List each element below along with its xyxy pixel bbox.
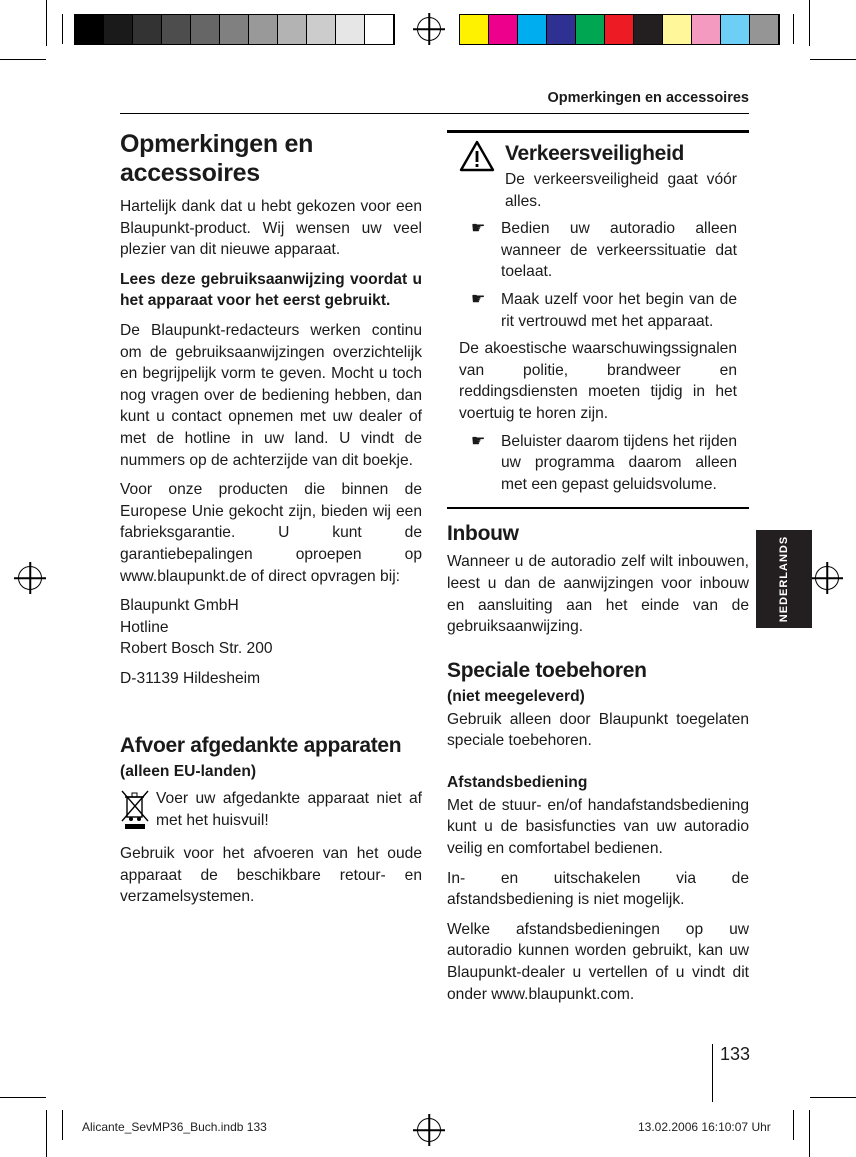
- color-swatch: [692, 15, 721, 44]
- color-swatch: [162, 15, 191, 44]
- color-swatch: [721, 15, 750, 44]
- editors-text: De Blaupunkt-redacteurs werken continu om de gebruiksaanwijzingen overzichtelijk en begrijpelijk vorm te geven. Mocht u toch nog vragen over de bediening hebben, dan kunt u contact opnemen met uw dealer of met de hotline in uw land. U vindt de nummers op de achterzijde van dit boekje.: [120, 321, 422, 469]
- page-number-rule: [712, 1044, 713, 1102]
- gray-colorbar: [74, 14, 395, 45]
- install-text: Wanneer u de autoradio zelf wilt inbouwen, leest u dan de aanwijzingen voor inbouw en aansluiting aan het einde van de gebruiksaanwijzing.: [447, 553, 749, 636]
- color-swatch: [547, 15, 576, 44]
- crop-mark: [0, 59, 46, 60]
- registration-mark-icon: [815, 566, 839, 590]
- crop-mark: [62, 1110, 63, 1140]
- address-line: Hotline: [120, 618, 169, 636]
- remote-heading: Afstandsbediening: [447, 773, 588, 791]
- bullet-text: Maak uzelf voor het begin van de rit vertrouwd met het apparaat.: [501, 290, 737, 330]
- crop-mark: [809, 0, 810, 46]
- bullet-item: [459, 218, 737, 283]
- crossed-bin-icon: [120, 788, 156, 837]
- remote-text: Met de stuur- en/of handafstandsbediening kunt u de basisfuncties van uw autoradio veilig en comfortabel bedienen.: [447, 796, 749, 858]
- safety-intro: De verkeersveiligheid gaat vóór alles.: [505, 171, 737, 210]
- page-number: 133: [720, 1044, 751, 1064]
- accessories-heading: Speciale toebehoren: [447, 658, 647, 682]
- color-swatch: [634, 15, 663, 44]
- crop-mark: [810, 1097, 856, 1098]
- bullet-item: [459, 431, 737, 496]
- color-swatch: [249, 15, 278, 44]
- install-heading: Inbouw: [447, 522, 519, 546]
- color-swatch: [489, 15, 518, 44]
- address-block: [120, 595, 422, 660]
- left-column: [120, 114, 422, 916]
- crop-mark: [46, 0, 47, 46]
- crop-mark: [62, 14, 63, 44]
- pointing-hand-icon: ☛: [471, 432, 486, 450]
- color-swatch: [518, 15, 547, 44]
- pointing-hand-icon: ☛: [471, 290, 486, 308]
- bullet-text: Beluister daarom tijdens het rijden uw programma daarom alleen met een gepast geluidsvolume.: [501, 432, 737, 493]
- color-swatch: [336, 15, 365, 44]
- read-first-text: Lees deze gebruiksaanwijzing voordat u het apparaat voor het eerst gebruikt.: [120, 270, 422, 310]
- registration-mark-icon: [417, 1118, 441, 1142]
- disposal-text: Gebruik voor het afvoeren van het oude apparaat de beschikbare retour- en verzamelsystemen.: [120, 845, 422, 906]
- warranty-text: Voor onze producten die binnen de Europese Unie gekocht zijn, bieden wij een fabrieksgarantie. U kunt de garantiebepalingen oproepen op www.blaupunkt.de of direct opvragen bij:: [120, 481, 422, 585]
- bullet-item: [459, 289, 737, 332]
- intro-text: Hartelijk dank dat u hebt gekozen voor een Blaupunkt-product. Wij wensen uw veel plezier van dit nieuwe apparaat.: [120, 198, 422, 259]
- color-swatch: [605, 15, 634, 44]
- pointing-hand-icon: ☛: [471, 220, 486, 238]
- registration-mark-icon: [417, 17, 441, 41]
- crop-mark: [793, 1110, 794, 1140]
- color-swatch: [576, 15, 605, 44]
- safety-heading: Verkeersveiligheid: [505, 142, 685, 165]
- crop-mark: [810, 59, 856, 60]
- color-swatch: [278, 15, 307, 44]
- crop-mark: [46, 1110, 47, 1157]
- language-tab-label: NEDERLANDS: [778, 535, 790, 623]
- registration-mark-icon: [18, 566, 42, 590]
- accessories-text: Gebruik alleen door Blaupunkt toegelaten speciale toebehoren.: [447, 710, 749, 750]
- color-swatch: [133, 15, 162, 44]
- safety-box: [447, 130, 749, 509]
- remote-which-text: Welke afstandsbedieningen op uw autoradio kunnen worden gebruikt, kan uw Blaupunkt-dealer u vertellen of u vindt dit onder www.blaupunkt.com.: [447, 920, 749, 1003]
- address-city: D-31139 Hildesheim: [120, 669, 261, 687]
- crop-mark: [809, 1110, 810, 1157]
- color-swatch: [191, 15, 220, 44]
- disposal-note-text: Voer uw afgedankte apparaat niet af met het huisvuil!: [156, 790, 422, 830]
- page-title: Opmerkingen en accessoires: [120, 130, 314, 187]
- language-tab: [756, 530, 812, 628]
- color-swatch: [220, 15, 249, 44]
- signals-text: De akoestische waarschuwingssignalen van politie, brandweer en reddingsdiensten moeten tijdig in het voertuig te horen zijn.: [459, 340, 737, 422]
- disposal-heading: Afvoer afgedankte apparaten: [120, 734, 402, 758]
- accessories-subheading: (niet meegeleverd): [447, 687, 585, 705]
- color-swatch: [750, 15, 779, 44]
- disposal-subheading: (alleen EU-landen): [120, 763, 257, 781]
- color-swatch: [460, 15, 489, 44]
- bullet-text: Bedien uw autoradio alleen wanneer de verkeerssituatie dat toelaat.: [501, 220, 737, 281]
- color-swatch: [663, 15, 692, 44]
- footer-timestamp: 13.02.2006 16:10:07 Uhr: [638, 1120, 771, 1134]
- remote-onoff-text: In- en uitschakelen via de afstandsbediening is niet mogelijk.: [447, 869, 749, 909]
- crop-mark: [793, 14, 794, 44]
- color-swatch: [365, 15, 394, 44]
- right-column: [447, 130, 749, 1013]
- running-header: Opmerkingen en accessoires: [547, 90, 749, 106]
- address-line: Robert Bosch Str. 200: [120, 640, 273, 658]
- color-swatch: [307, 15, 336, 44]
- address-line: Blaupunkt GmbH: [120, 597, 239, 615]
- color-swatch: [104, 15, 133, 44]
- crop-mark: [0, 1097, 46, 1098]
- disposal-note: [120, 788, 422, 837]
- color-swatch: [75, 15, 104, 44]
- cmyk-colorbar: [459, 14, 780, 45]
- footer-filename: Alicante_SevMP36_Buch.indb 133: [82, 1120, 267, 1134]
